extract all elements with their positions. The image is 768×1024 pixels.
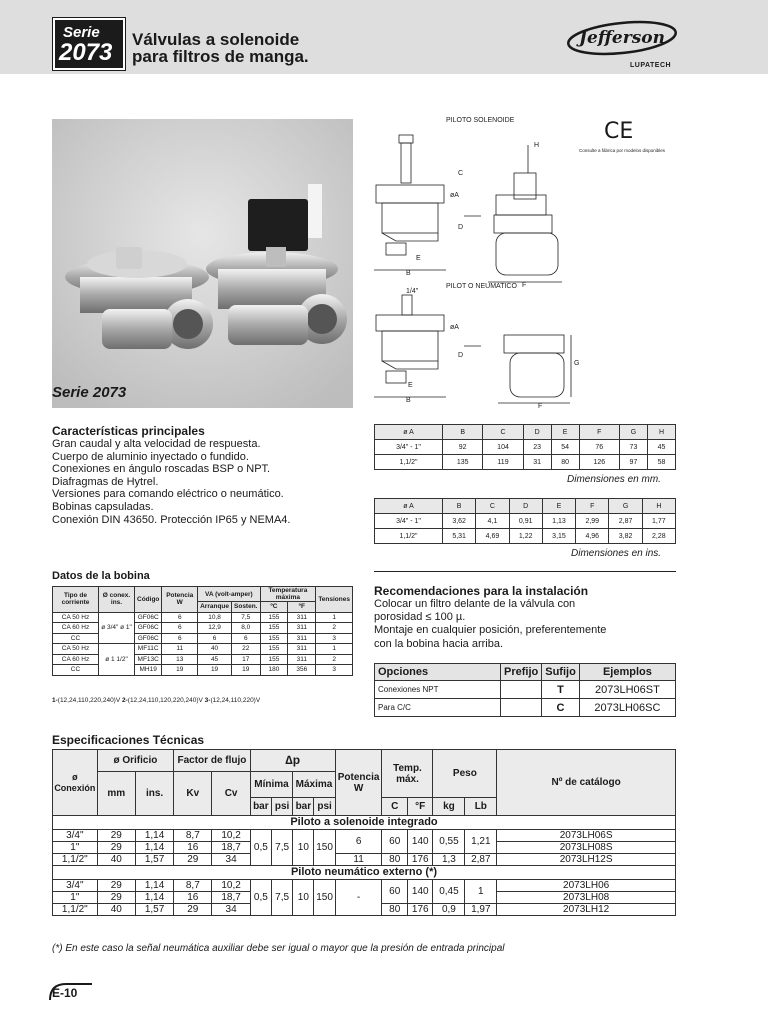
svg-text:B: B bbox=[406, 397, 411, 404]
table-cell: 2,28 bbox=[642, 529, 675, 544]
table-cell: 29 bbox=[174, 854, 212, 866]
table-cell: 34 bbox=[212, 904, 250, 916]
table-header-cell: Sufijo bbox=[542, 664, 580, 681]
table-row bbox=[375, 455, 676, 470]
svg-text:øA: øA bbox=[450, 324, 459, 331]
table-header-cell: ins. bbox=[135, 772, 173, 816]
valve-photo-image bbox=[52, 119, 353, 408]
table-header-cell: Tipo de corriente bbox=[53, 587, 99, 613]
svg-text:B: B bbox=[406, 270, 411, 277]
table-cell: 10 bbox=[293, 830, 314, 866]
especificaciones-title: Especificaciones Técnicas bbox=[52, 733, 205, 747]
table-cell: MF11C bbox=[135, 644, 162, 655]
table-cell: 1,57 bbox=[135, 854, 173, 866]
table-cell: 10,2 bbox=[212, 880, 250, 892]
dim-note-ins: Dimensiones en ins. bbox=[571, 548, 662, 559]
table-header-cell: Temp. máx. bbox=[382, 750, 433, 798]
table-row bbox=[53, 623, 353, 634]
table-cell: 2073LH06SC bbox=[579, 699, 675, 717]
svg-text:G: G bbox=[574, 360, 580, 367]
table-cell: 155 bbox=[260, 633, 288, 644]
list-item: Bobinas capsuladas. bbox=[52, 500, 154, 513]
table-cell: MH19 bbox=[135, 665, 162, 676]
table-cell: 3,62 bbox=[443, 514, 476, 529]
table-row bbox=[53, 854, 676, 866]
table-cell: 3 bbox=[316, 633, 353, 644]
table-header-cell: E bbox=[542, 499, 575, 514]
table-cell: 11 bbox=[335, 854, 382, 866]
table-cell: 10 bbox=[293, 880, 314, 916]
table-row bbox=[375, 440, 676, 455]
bobina-title: Datos de la bobina bbox=[52, 570, 150, 582]
table-cell: 135 bbox=[443, 455, 483, 470]
table-cell: 40 bbox=[198, 644, 232, 655]
especificaciones-table bbox=[52, 749, 676, 916]
table-cell: 1" bbox=[53, 842, 98, 854]
table-cell: 311 bbox=[288, 654, 316, 665]
table-cell: GF06C bbox=[135, 612, 162, 623]
table-cell: 6 bbox=[162, 633, 198, 644]
table-header-cell: Ø conex. ins. bbox=[99, 587, 135, 613]
product-photo bbox=[52, 119, 353, 408]
table-row bbox=[53, 633, 353, 644]
table-header-cell: ∆p bbox=[250, 750, 335, 772]
table-cell: 54 bbox=[551, 440, 579, 455]
table-cell: 311 bbox=[288, 644, 316, 655]
table-cell: 0,91 bbox=[509, 514, 542, 529]
table-cell: 40 bbox=[97, 854, 135, 866]
table-cell: ø 3/4" ø 1" bbox=[99, 612, 135, 644]
table-cell: 1,13 bbox=[542, 514, 575, 529]
table-header-cell: ø A bbox=[375, 499, 443, 514]
table-cell: GF06C bbox=[135, 623, 162, 634]
list-item: Conexión DIN 43650. Protección IP65 y NEMA4. bbox=[52, 513, 291, 526]
page-number-text: E-10 bbox=[52, 986, 78, 1000]
table-cell bbox=[501, 681, 542, 699]
rec-line: con la bobina hacia arriba. bbox=[374, 637, 504, 650]
table-cell: 1,21 bbox=[465, 830, 497, 854]
table-row bbox=[375, 514, 676, 529]
table-cell: 311 bbox=[288, 623, 316, 634]
table-cell: 2073LH06 bbox=[497, 880, 676, 892]
rec-line: Colocar un filtro delante de la válvula con bbox=[374, 598, 576, 610]
table-header-cell: psi bbox=[271, 798, 292, 816]
page-title bbox=[132, 31, 309, 65]
foot-num-2: 2- bbox=[122, 697, 128, 704]
table-header-cell: Mínima bbox=[250, 772, 293, 798]
table-cell: 1,1/2" bbox=[375, 529, 443, 544]
table-cell: 2,99 bbox=[576, 514, 609, 529]
table-cell: 2,87 bbox=[609, 514, 642, 529]
table-cell: 155 bbox=[260, 644, 288, 655]
table-cell: 3/4" bbox=[53, 830, 98, 842]
table-cell: 311 bbox=[288, 633, 316, 644]
table-header-row bbox=[375, 425, 676, 440]
table-cell: 34 bbox=[212, 854, 250, 866]
table-row bbox=[375, 699, 676, 717]
table-cell: 12,9 bbox=[198, 623, 232, 634]
list-item: Gran caudal y alta velocidad de respuesta. bbox=[52, 438, 261, 450]
table-header-cell: ºF bbox=[288, 602, 316, 613]
table-cell: 5,31 bbox=[443, 529, 476, 544]
table-cell: 45 bbox=[647, 440, 675, 455]
table-cell: 1,14 bbox=[135, 880, 173, 892]
table-cell: 29 bbox=[97, 830, 135, 842]
table-cell: 10,8 bbox=[198, 612, 232, 623]
table-cell: 3/4" - 1" bbox=[375, 514, 443, 529]
table-cell: 11 bbox=[162, 644, 198, 655]
table-cell: 1 bbox=[316, 644, 353, 655]
table-cell: 150 bbox=[314, 830, 335, 866]
ce-mark: CE bbox=[604, 119, 634, 144]
table-header-cell: C bbox=[382, 798, 408, 816]
foot-num-3: 3- bbox=[204, 697, 211, 704]
table-cell: CA 50 Hz bbox=[53, 612, 99, 623]
table-cell: 4,69 bbox=[476, 529, 509, 544]
table-cell: 155 bbox=[260, 623, 288, 634]
conexion-label: Conexión bbox=[54, 782, 96, 793]
table-header-cell: Máxima bbox=[293, 772, 336, 798]
table-cell: 19 bbox=[162, 665, 198, 676]
ce-note: Consulte a fábrica por modelos disponibles bbox=[579, 148, 666, 153]
table-header-row bbox=[375, 664, 676, 681]
svg-text:øA: øA bbox=[450, 192, 459, 199]
table-cell: C bbox=[542, 699, 580, 717]
table-cell: GF06C bbox=[135, 633, 162, 644]
table-header-cell: Código bbox=[135, 587, 162, 613]
table-cell: 19 bbox=[198, 665, 232, 676]
table-cell: 2073LH06S bbox=[497, 830, 676, 842]
rec-line: Montaje en cualquier posición, preferentemente bbox=[374, 624, 607, 637]
table-cell: 18,7 bbox=[212, 842, 250, 854]
table-cell: 80 bbox=[551, 455, 579, 470]
table-cell: 7,5 bbox=[271, 830, 292, 866]
table-header-cell: Peso bbox=[433, 750, 497, 798]
table-header-cell: Arranque bbox=[198, 602, 232, 613]
svg-text:E: E bbox=[416, 255, 421, 262]
table-row bbox=[375, 529, 676, 544]
table-cell: 8,7 bbox=[174, 880, 212, 892]
table-cell: 4,1 bbox=[476, 514, 509, 529]
table-header-row bbox=[375, 499, 676, 514]
table-cell: 0,5 bbox=[250, 880, 271, 916]
table-cell: CC bbox=[53, 633, 99, 644]
table-cell: 22 bbox=[232, 644, 260, 655]
svg-text:1/4": 1/4" bbox=[406, 288, 419, 295]
dimension-drawings bbox=[366, 125, 582, 415]
table-cell: 1,3 bbox=[433, 854, 465, 866]
table-cell: 60 bbox=[382, 830, 408, 854]
table-cell: 1,1/2" bbox=[53, 854, 98, 866]
table-header-cell: kg bbox=[433, 798, 465, 816]
table-cell: 73 bbox=[619, 440, 647, 455]
table-cell: 80 bbox=[382, 854, 408, 866]
table-cell: 155 bbox=[260, 612, 288, 623]
table-cell: 29 bbox=[174, 904, 212, 916]
table-cell: 1 bbox=[316, 612, 353, 623]
brand-name: Jefferson bbox=[579, 28, 665, 48]
table-row bbox=[53, 880, 676, 892]
recomendaciones-title: Recomendaciones para la instalación bbox=[374, 584, 589, 598]
table-cell: 4,96 bbox=[576, 529, 609, 544]
table-cell: 17 bbox=[232, 654, 260, 665]
table-header-cell: VA (volt-amper) bbox=[198, 587, 260, 602]
table-row bbox=[53, 612, 353, 623]
table-header-cell: B bbox=[443, 425, 483, 440]
table-row bbox=[53, 654, 353, 665]
bobina-footnote bbox=[52, 697, 260, 704]
dim-note-mm: Dimensiones en mm. bbox=[567, 474, 661, 485]
caracteristicas-title: Características principales bbox=[52, 424, 205, 438]
table-header-cell: E bbox=[551, 425, 579, 440]
table-header-cell: H bbox=[647, 425, 675, 440]
opciones-table bbox=[374, 663, 676, 717]
table-header-row bbox=[53, 750, 676, 772]
table-cell: 76 bbox=[579, 440, 619, 455]
conexion-symbol: ø bbox=[72, 771, 78, 782]
table-cell: 16 bbox=[174, 892, 212, 904]
svg-text:H: H bbox=[534, 142, 540, 149]
table-cell: 0,55 bbox=[433, 830, 465, 854]
caracteristicas-list bbox=[52, 438, 290, 526]
table-header-cell: psi bbox=[314, 798, 335, 816]
table-cell: 18,7 bbox=[212, 892, 250, 904]
header-band bbox=[0, 0, 768, 74]
table-row bbox=[53, 665, 353, 676]
list-item: Cuerpo de aluminio inyectado o fundido. bbox=[52, 450, 249, 463]
table-header-cell: F bbox=[579, 425, 619, 440]
table-header-cell: F bbox=[576, 499, 609, 514]
table-header-cell: C bbox=[483, 425, 523, 440]
table-cell: CA 60 Hz bbox=[53, 654, 99, 665]
table-cell: 97 bbox=[619, 455, 647, 470]
table-cell: 311 bbox=[288, 612, 316, 623]
table-cell: 3/4" bbox=[53, 880, 98, 892]
table-cell: 29 bbox=[97, 842, 135, 854]
svg-text:F: F bbox=[538, 403, 543, 410]
table-cell: 1" bbox=[53, 892, 98, 904]
table-cell: 356 bbox=[288, 665, 316, 676]
table-header-cell: Ejemplos bbox=[579, 664, 675, 681]
table-cell: 3 bbox=[316, 665, 353, 676]
svg-text:F: F bbox=[522, 282, 527, 289]
title-line-1: Válvulas a solenoide bbox=[132, 30, 300, 49]
table-cell: 2,87 bbox=[465, 854, 497, 866]
table-header-cell: °F bbox=[407, 798, 433, 816]
table-cell: CA 50 Hz bbox=[53, 644, 99, 655]
table-cell: 1,1/2" bbox=[53, 904, 98, 916]
table-cell: 29 bbox=[97, 892, 135, 904]
table-row bbox=[53, 644, 353, 655]
table-row bbox=[375, 681, 676, 699]
foot-text-2: (12,24,110,120,220,240)V bbox=[127, 697, 203, 704]
table-cell: 6 bbox=[335, 830, 382, 854]
group-label: Piloto neumático externo (*) bbox=[53, 866, 676, 880]
table-header-cell: Tensiones bbox=[316, 587, 353, 613]
table-cell: 104 bbox=[483, 440, 523, 455]
table-cell: 3,15 bbox=[542, 529, 575, 544]
table-header-cell: ø Orificio bbox=[97, 750, 174, 772]
table-cell: 23 bbox=[523, 440, 551, 455]
table-cell: ø 1 1/2" bbox=[99, 644, 135, 676]
svg-text:D: D bbox=[458, 224, 464, 231]
table-cell: 6 bbox=[198, 633, 232, 644]
table-cell: 140 bbox=[407, 880, 433, 904]
group-row-neumatico bbox=[53, 866, 676, 880]
table-header-cell: bar bbox=[293, 798, 314, 816]
foot-num-1: 1- bbox=[52, 697, 58, 704]
table-cell: 7,5 bbox=[232, 612, 260, 623]
table-header-row bbox=[53, 587, 353, 602]
table-cell: 180 bbox=[260, 665, 288, 676]
table-header-cell: G bbox=[609, 499, 642, 514]
table-header-cell: Kv bbox=[174, 772, 212, 816]
table-cell: 6 bbox=[162, 612, 198, 623]
foot-text-1: (12,24,110,220,240)V bbox=[57, 697, 121, 704]
table-cell: 176 bbox=[407, 854, 433, 866]
table-header-cell: Cv bbox=[212, 772, 250, 816]
table-cell: 0,5 bbox=[250, 830, 271, 866]
table-cell: 1,77 bbox=[642, 514, 675, 529]
table-row bbox=[53, 830, 676, 842]
table-header-cell: Sosten. bbox=[232, 602, 260, 613]
table-cell: 2073LH12S bbox=[497, 854, 676, 866]
table-cell bbox=[501, 699, 542, 717]
dimension-table-ins bbox=[374, 498, 676, 544]
table-header-cell: Lb bbox=[465, 798, 497, 816]
table-header-cell: H bbox=[642, 499, 675, 514]
label-piloto-solenoide: PILOTO SOLENOIDE bbox=[446, 117, 515, 124]
table-cell: 2073LH06ST bbox=[579, 681, 675, 699]
table-cell: 1,14 bbox=[135, 892, 173, 904]
table-cell: 3/4" - 1" bbox=[375, 440, 443, 455]
table-cell: 2073LH08 bbox=[497, 892, 676, 904]
table-cell: 2073LH08S bbox=[497, 842, 676, 854]
dimension-table-mm bbox=[374, 424, 676, 470]
table-cell: 119 bbox=[483, 455, 523, 470]
table-cell: T bbox=[542, 681, 580, 699]
table-cell: 92 bbox=[443, 440, 483, 455]
table-header-cell: ºC bbox=[260, 602, 288, 613]
table-header-cell: Temperatura máxima bbox=[260, 587, 316, 602]
table-cell: 176 bbox=[407, 904, 433, 916]
table-cell: 31 bbox=[523, 455, 551, 470]
table-cell: 1,1/2" bbox=[375, 455, 443, 470]
rec-line: porosidad ≤ 100 µ. bbox=[374, 611, 466, 624]
table-cell: 1,97 bbox=[465, 904, 497, 916]
table-cell: 2 bbox=[316, 623, 353, 634]
table-cell: 58 bbox=[647, 455, 675, 470]
table-cell: Para C/C bbox=[375, 699, 501, 717]
table-header-cell: G bbox=[619, 425, 647, 440]
table-cell: 140 bbox=[407, 830, 433, 854]
table-cell: 19 bbox=[232, 665, 260, 676]
table-header-cell: Opciones bbox=[375, 664, 501, 681]
table-cell: 60 bbox=[382, 880, 408, 904]
table-cell: 155 bbox=[260, 654, 288, 665]
footnote: (*) En este caso la señal neumática auxiliar debe ser igual o mayor que la presión de entrada principal bbox=[52, 943, 505, 954]
brand-sub: LUPATECH bbox=[630, 62, 672, 69]
table-cell: 1 bbox=[465, 880, 497, 904]
table-cell: 29 bbox=[97, 880, 135, 892]
table-cell: 2073LH12 bbox=[497, 904, 676, 916]
table-header-cell: Potencia W bbox=[335, 750, 382, 816]
table-cell: CA 60 Hz bbox=[53, 623, 99, 634]
table-cell: 80 bbox=[382, 904, 408, 916]
table-cell: 1,57 bbox=[135, 904, 173, 916]
group-row-solenoide bbox=[53, 816, 676, 830]
photo-caption: Serie 2073 bbox=[52, 384, 127, 401]
table-cell: Conexiones NPT bbox=[375, 681, 501, 699]
table-header-cell: C bbox=[476, 499, 509, 514]
table-cell: 126 bbox=[579, 455, 619, 470]
list-item: Diafragmas de Hytrel. bbox=[52, 475, 159, 488]
table-cell: 10,2 bbox=[212, 830, 250, 842]
table-header-cell: bar bbox=[250, 798, 271, 816]
header-conexion bbox=[53, 750, 98, 816]
table-cell: 8,7 bbox=[174, 830, 212, 842]
table-header-cell: D bbox=[509, 499, 542, 514]
table-cell: 6 bbox=[232, 633, 260, 644]
table-cell: 6 bbox=[162, 623, 198, 634]
table-header-cell: ø A bbox=[375, 425, 443, 440]
title-line-2: para filtros de manga. bbox=[132, 47, 309, 66]
table-cell: 1,14 bbox=[135, 830, 173, 842]
table-cell: MF13C bbox=[135, 654, 162, 665]
serie-badge bbox=[53, 18, 125, 70]
table-cell: 45 bbox=[198, 654, 232, 665]
table-header-cell: Prefijo bbox=[501, 664, 542, 681]
label-piloto-neumatico: PILOT O NEUMATICO bbox=[446, 283, 517, 290]
recomendaciones-body bbox=[374, 598, 606, 651]
foot-text-3: (12,24,110,220)V bbox=[210, 697, 261, 704]
table-cell: 40 bbox=[97, 904, 135, 916]
table-header-cell: D bbox=[523, 425, 551, 440]
table-cell: 150 bbox=[314, 880, 335, 916]
table-cell: 13 bbox=[162, 654, 198, 665]
bobina-table bbox=[52, 586, 353, 676]
table-cell: 0,45 bbox=[433, 880, 465, 904]
serie-number: 2073 bbox=[59, 39, 113, 66]
table-cell: 3,82 bbox=[609, 529, 642, 544]
divider bbox=[374, 571, 676, 572]
list-item: Conexiones en ángulo roscadas BSP o NPT. bbox=[52, 463, 271, 476]
table-cell: CC bbox=[53, 665, 99, 676]
table-cell: 0,9 bbox=[433, 904, 465, 916]
svg-text:D: D bbox=[458, 352, 464, 359]
svg-text:C: C bbox=[458, 170, 464, 177]
serie-label: Serie bbox=[63, 24, 100, 41]
table-cell: - bbox=[335, 880, 382, 916]
page-number bbox=[52, 986, 77, 1000]
list-item: Versiones para comando eléctrico o neumático. bbox=[52, 488, 284, 501]
table-cell: 8,0 bbox=[232, 623, 260, 634]
table-header-cell: B bbox=[443, 499, 476, 514]
table-cell: 1,14 bbox=[135, 842, 173, 854]
table-header-cell: Nº de catálogo bbox=[497, 750, 676, 816]
table-cell: 7,5 bbox=[271, 880, 292, 916]
group-label: Piloto a solenoide integrado bbox=[53, 816, 676, 830]
svg-text:E: E bbox=[408, 382, 413, 389]
table-cell: 2 bbox=[316, 654, 353, 665]
table-header-cell: mm bbox=[97, 772, 135, 816]
table-header-cell: Potencia W bbox=[162, 587, 198, 613]
table-cell: 16 bbox=[174, 842, 212, 854]
brand-logo bbox=[566, 20, 678, 72]
table-header-cell: Factor de flujo bbox=[174, 750, 251, 772]
table-cell: 1,22 bbox=[509, 529, 542, 544]
